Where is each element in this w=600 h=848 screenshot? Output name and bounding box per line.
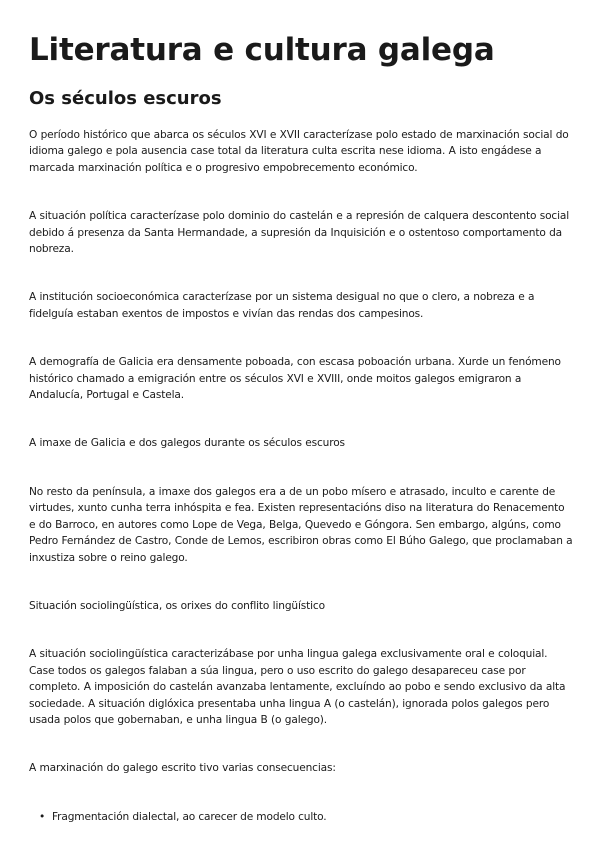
paragraph-sociolinguistic: A situación sociolingüística caracterizábase por unha lingua galega exclusivamente oral e coloquial. Case todos os galegos falaban a súa lingua, pero o uso escrito do galego desapareceu case por completo. A imposición do castelán avanzaba lentamente, excluíndo ao pobo e sendo exclusivo da alta sociedade. A situación diglóxica presentaba unha lingua A (o castelán), ignorada polos galegos pero usada polos que gobernaban, e unha lingua B (o galego).: [29, 648, 566, 726]
document-page: [29, 28, 574, 825]
list-item: [39, 809, 574, 825]
subheading-image-of-galicia: A imaxe de Galicia e dos galegos durante os séculos escuros: [29, 437, 345, 450]
consequences-list: [29, 809, 574, 825]
paragraph-intro: O período histórico que abarca os séculos XVI e XVII caracterízase polo estado de marxinación social do idioma galego e pola ausencia case total da literatura culta escrita nese idioma. A isto engádese a marcada marxinación política e o progresivo empobrecemento económico.: [29, 129, 569, 174]
paragraph-demography: A demografía de Galicia era densamente poboada, con escasa poboación urbana. Xurde un fenómeno histórico chamado a emigración entre os séculos XVI e XVIII, onde moitos galegos emigraron a Andalucía, Portugal e Castela.: [29, 356, 561, 402]
paragraph-political: A situación política caracterízase polo dominio do castelán e a represión de calquera descontento social debido á presenza da Santa Hermandade, a supresión da Inquisición e o ostentoso comportamento da nobreza.: [29, 210, 570, 256]
section-heading: Os séculos escuros: [29, 88, 222, 109]
bullet-icon: •: [39, 810, 46, 823]
subheading-sociolinguistic: Situación sociolingüística, os orixes do conflito lingüístico: [29, 599, 325, 612]
paragraph-consequences-intro: A marxinación do galego escrito tivo varias consecuencias:: [29, 762, 336, 775]
paragraph-socioeconomic: A institución socioeconómica caracterízase por un sistema desigual no que o clero, a nobreza e a fidelguía estaban exentos de impostos e vivían das rendas dos campesinos.: [29, 291, 535, 320]
paragraph-image-of-galicians: No resto da península, a imaxe dos galegos era a de un pobo mísero e atrasado, inculto e carente de virtudes, xunto cunha terra inhóspita e fea. Existen representacións diso na literatura do Renacemento e do Barroco, en autores como Lope de Vega, Belga, Quevedo e Góngora. Sen embargo, algúns, como Pedro Fernández de Castro, Conde de Lemos, escribiron obras como El Búho Galego, que proclamaban a inxustiza sobre o reino galego.: [29, 485, 573, 564]
document-title: Literatura e cultura galega: [29, 32, 495, 68]
list-item-text: Fragmentación dialectal, ao carecer de modelo culto.: [52, 810, 327, 823]
